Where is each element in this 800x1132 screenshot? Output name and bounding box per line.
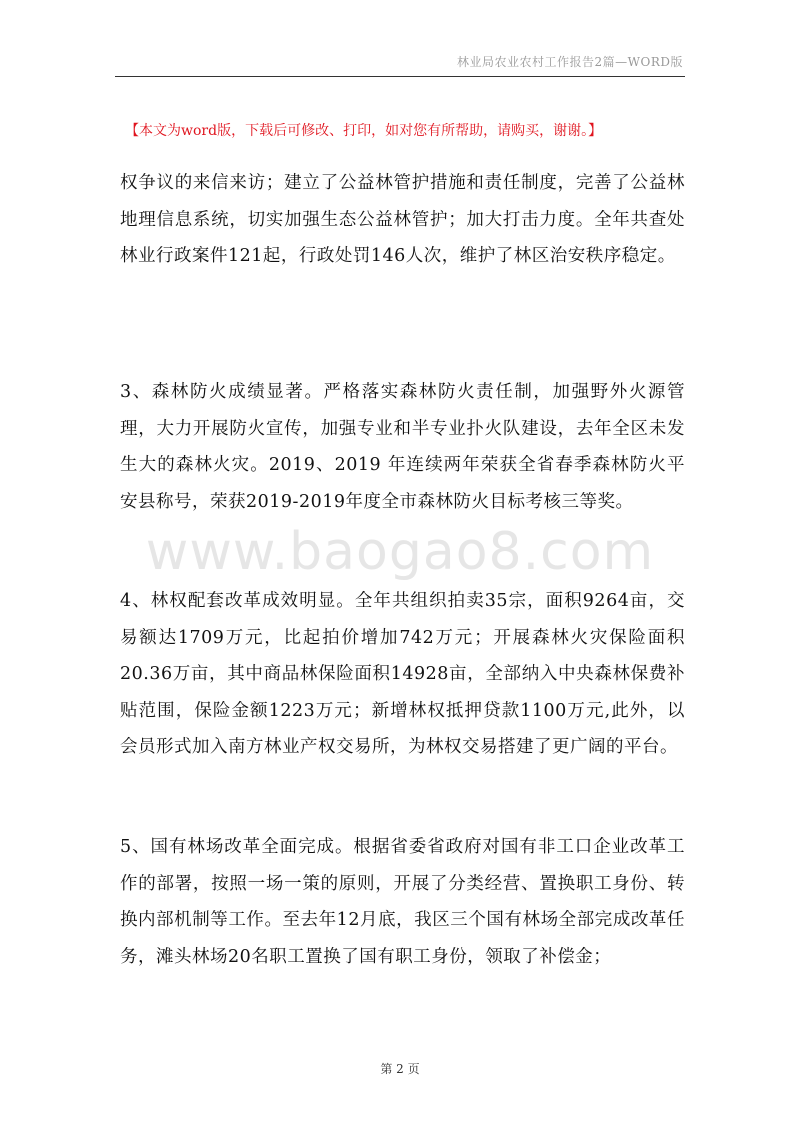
paragraph: 5、国有林场改革全面完成。根据省委省政府对国有非工口企业改革工作的部署，按照一场一策的原则，开展了分类经营、置换职工身份、转换内部机制等工作。至去年12月底，我区三个国有林场全部完成改革任务，滩头林场20名职工置换了国有职工身份，领取了补偿金； xyxy=(120,837,685,967)
paragraph: 权争议的来信来访；建立了公益林管护措施和责任制度，完善了公益林地理信息系统，切实加强生态公益林管护；加大打击力度。全年共查处林业行政案件121起，行政处罚146人次，维护了林区治安秩序稳定。 xyxy=(120,173,685,266)
download-notice: 【本文为word版，下载后可修改、打印，如对您有所帮助，请购买，谢谢。】 xyxy=(125,123,603,139)
watermark: www.baogao8.com xyxy=(145,522,655,582)
paragraph: 3、森林防火成绩显著。严格落实森林防火责任制，加强野外火源管理，大力开展防火宣传，加强专业和半专业扑火队建设，去年全区未发生大的森林火灾。2019、2019 年连续两年荣获全省春季森林防火平安县称号，荣获2019-2019年度全市森林防火目标考核三等奖。 xyxy=(120,382,685,512)
paragraph: 4、林权配套改革成效明显。全年共组织拍卖35宗，面积9264亩，交易额达1709万元，比起拍价增加742万元；开展森林火灾保险面积20.36万亩，其中商品林保险面积14928亩，全部纳入中央森林保费补贴范围，保险金额1223万元；新增林权抵押贷款1100万元,此外，以会员形式加入南方林业产权交易所，为林权交易搭建了更广阔的平台。 xyxy=(120,591,685,757)
header-divider xyxy=(115,76,685,77)
page-number: 第 2 页 xyxy=(380,1062,420,1076)
header-title: 林业局农业农村工作报告2篇—WORD版 xyxy=(457,55,683,69)
